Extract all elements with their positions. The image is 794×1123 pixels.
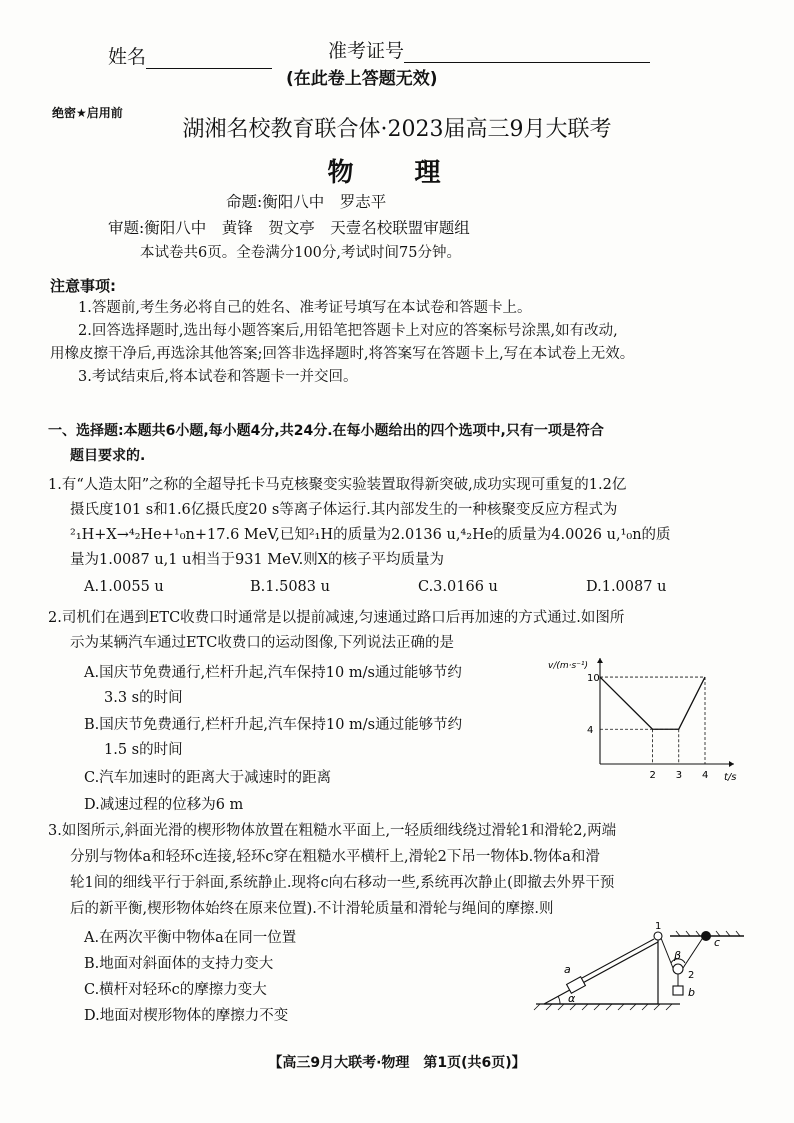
q2-option-d: D.减速过程的位移为6 m	[84, 797, 244, 813]
note-item: 1.答题前,考生务必将自己的姓名、准考证号填写在本试卷和答题卡上。	[78, 300, 532, 316]
pulley-2	[673, 964, 683, 974]
q2-option-a: A.国庆节免费通行,栏杆升起,汽车保持10 m/s通过能够节约	[84, 665, 462, 681]
exam-id-label: 准考证号	[328, 40, 405, 62]
note-item: 3.考试结束后,将本试卷和答题卡一并交回。	[78, 369, 358, 385]
x-tick-label: 4	[702, 770, 709, 781]
q3-option-c: C.横杆对轻环c的摩擦力变大	[84, 982, 267, 998]
secret-label: 绝密★启用前	[52, 106, 123, 120]
exam-title: 湖湘名校教育联合体·2023届高三9月大联考	[182, 117, 612, 142]
string-a	[582, 939, 654, 978]
notes-heading: 注意事项:	[50, 277, 116, 295]
wedge	[544, 942, 658, 1004]
q1-option-a: A.1.0055 u	[84, 579, 164, 595]
q3-option-b: B.地面对斜面体的支持力变大	[84, 956, 274, 972]
q1-option-d: D.1.0087 u	[586, 579, 667, 595]
q1-line: 摄氏度101 s和1.6亿摄氏度20 s等离子体运行.其内部发生的一种核聚变反应方程式为	[70, 502, 618, 518]
note-item: 用橡皮擦干净后,再选涂其他答案;回答非选择题时,将答案写在答题卡上,写在本试卷上无效。	[50, 346, 635, 362]
name-blank	[146, 48, 272, 69]
label-beta: β	[674, 949, 682, 962]
y-axis-label: v/(m·s⁻¹)	[548, 661, 589, 671]
name-label: 姓名	[108, 46, 147, 68]
q1-line: 1.有“人造太阳”之称的全超导托卡马克核聚变实验装置取得新突破,成功实现可重复的1.2亿	[48, 477, 627, 493]
section-heading-cont: 题目要求的.	[70, 448, 146, 464]
ground-hatch	[534, 1004, 672, 1010]
series-line	[600, 677, 705, 729]
reviewer-line: 审题:衡阳八中 黄锋 贺文亭 天壹名校联盟审题组	[108, 219, 470, 237]
name-field	[108, 42, 272, 69]
q3-line: 分别与物体a和轻环c连接,轻环c穿在粗糙水平横杆上,滑轮2下吊一物体b.物体a和滑	[70, 849, 600, 865]
exam-info: 本试卷共6页。全卷满分100分,考试时间75分钟。	[140, 245, 461, 261]
ring-c	[701, 931, 711, 941]
alpha-arc	[558, 996, 560, 1004]
q3-option-a: A.在两次平衡中物体a在同一位置	[84, 930, 297, 946]
y-axis-arrow	[597, 658, 603, 663]
invalid-notice: (在此卷上答题无效)	[286, 69, 438, 89]
label-pulley-1: 1	[655, 922, 662, 932]
q1-line: ²₁H+X→⁴₂He+¹₀n+17.6 MeV,已知²₁H的质量为2.0136 u,⁴₂He的质量为4.0026 u,¹₀n的质	[70, 527, 671, 543]
q3-line: 轮1间的细线平行于斜面,系统静止.现将c向右移动一些,系统再次静止(即撤去外界干预	[70, 875, 615, 891]
q2-option-b: B.国庆节免费通行,栏杆升起,汽车保持10 m/s通过能够节约	[84, 717, 463, 733]
string-2-c	[683, 936, 704, 968]
x-axis-arrow	[729, 761, 734, 767]
page-footer: 【高三9月大联考·物理 第1页(共6页)】	[268, 1055, 526, 1071]
string-1-2	[661, 938, 673, 968]
y-tick-label: 4	[587, 725, 594, 737]
exam-id-field	[328, 36, 650, 63]
q3-line: 3.如图所示,斜面光滑的楔形物体放置在粗糙水平面上,一轻质细线绕过滑轮1和滑轮2,两端	[48, 823, 617, 839]
exam-id-blank	[404, 42, 650, 63]
y-tick-label: 10	[587, 673, 600, 685]
section-heading: 一、选择题:本题共6小题,每小题4分,共24分.在每小题给出的四个选项中,只有一项是符合	[48, 423, 604, 439]
block-b	[673, 986, 683, 995]
pulley-figure	[530, 922, 755, 1022]
vt-chart	[540, 652, 750, 784]
proposer-line: 命题:衡阳八中 罗志平	[226, 193, 387, 211]
label-a: a	[564, 963, 571, 976]
q1-option-c: C.3.0166 u	[418, 579, 498, 595]
q2-option-a-cont: 3.3 s的时间	[104, 690, 183, 706]
x-axis-label: t/s	[724, 772, 737, 783]
q1-option-b: B.1.5083 u	[250, 579, 330, 595]
label-c: c	[714, 936, 721, 949]
subject-title: 物 理	[327, 158, 467, 188]
q3-option-d: D.地面对楔形物体的摩擦力不变	[84, 1008, 289, 1024]
note-item: 2.回答选择题时,选出每小题答案后,用铅笔把答题卡上对应的答案标号涂黑,如有改动,	[78, 323, 618, 339]
q2-option-b-cont: 1.5 s的时间	[104, 742, 183, 758]
block-a	[567, 977, 586, 993]
x-tick-label: 3	[675, 770, 683, 781]
q3-line: 后的新平衡,楔形物体始终在原来位置).不计滑轮质量和滑轮与绳间的摩擦.则	[70, 901, 554, 917]
q2-option-c: C.汽车加速时的距离大于减速时的距离	[84, 770, 332, 786]
vt-marks	[587, 673, 708, 781]
q2-line: 示为某辆汽车通过ETC收费口的运动图像,下列说法正确的是	[70, 635, 454, 651]
label-pulley-2: 2	[688, 970, 695, 981]
label-alpha: α	[568, 992, 576, 1005]
x-tick-label: 2	[649, 770, 656, 781]
q1-line: 量为1.0087 u,1 u相当于931 MeV.则X的核子平均质量为	[70, 552, 445, 568]
label-b: b	[688, 986, 695, 999]
q2-line: 2.司机们在遇到ETC收费口时通常是以提前减速,匀速通过路口后再加速的方式通过.如图所	[48, 610, 625, 626]
